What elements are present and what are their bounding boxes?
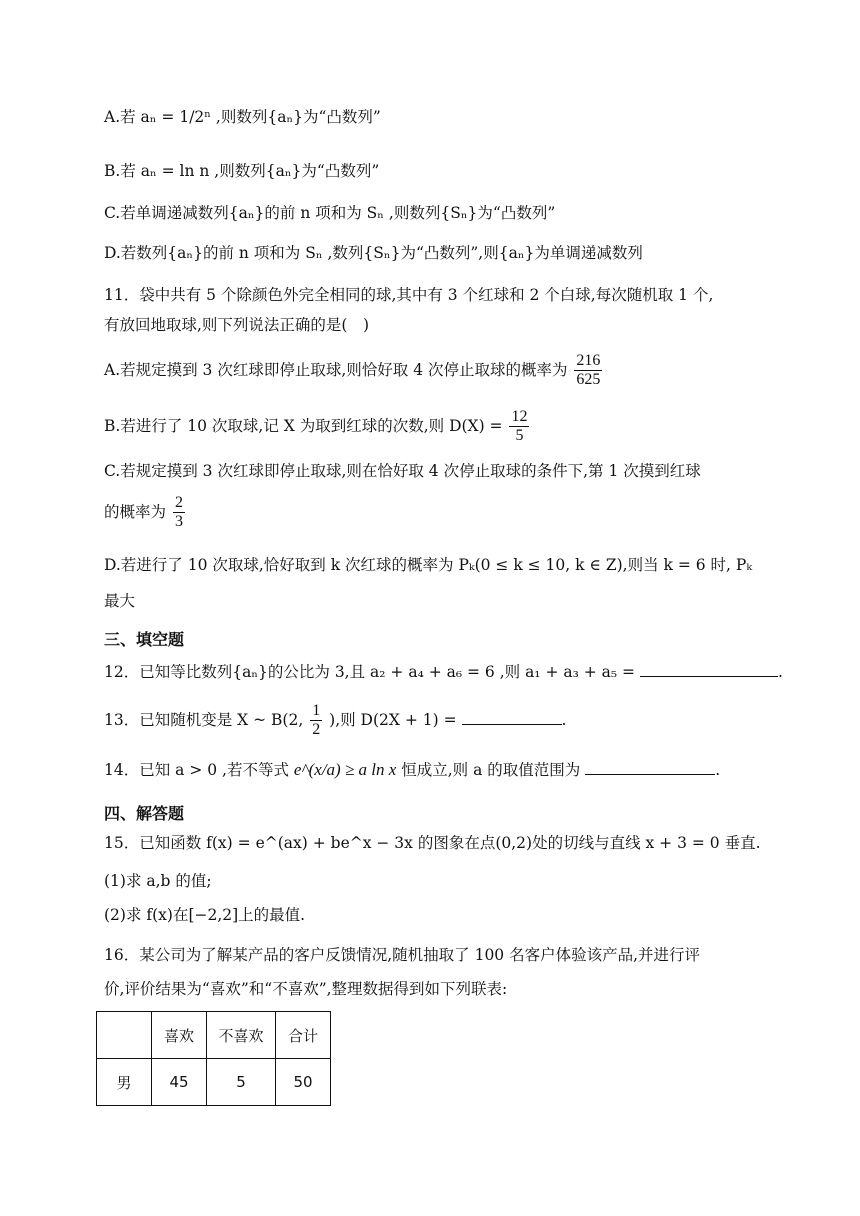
q11-option-b-text: B.若进行了 10 次取球,记 X 为取到红球的次数,则 D(X) = (104, 416, 503, 435)
q11-option-d-line2: 最大 (104, 592, 136, 610)
q11-option-c-line1: C.若规定摸到 3 次红球即停止取球,则在恰好取 4 次停止取球的条件下,第 1 次摸到红球 (104, 462, 701, 480)
answer-blank (640, 662, 778, 677)
q13-fraction (310, 702, 322, 740)
table-header-cell (97, 1012, 152, 1059)
table-row (97, 1059, 331, 1106)
fraction-denominator: 3 (174, 513, 183, 531)
q10-option-a-text: A.若 aₙ = 1/2ⁿ ,则数列{aₙ}为“凸数列” (104, 108, 381, 126)
fraction-numerator: 1 (310, 702, 322, 721)
q11-option-b-fraction (509, 408, 529, 446)
q12: 12．已知等比数列{aₙ}的公比为 3,且 a₂ + a₄ + a₆ = 6 ,则 a₁ + a₃ + a₅ = . (104, 663, 783, 681)
q14-pre: 14．已知 a > 0 ,若不等式 (104, 761, 289, 779)
fraction-denominator: 2 (312, 721, 321, 739)
table-header-cell: 喜欢 (152, 1012, 207, 1059)
table-cell: 5 (207, 1059, 276, 1106)
q11-option-b (104, 408, 531, 446)
q15-part1: (1)求 a,b 的值; (104, 872, 212, 890)
q10-option-b-text: B.若 aₙ = ln n ,则数列{aₙ}为“凸数列” (104, 162, 380, 180)
q11-option-d-line1: D.若进行了 10 次取球,恰好取到 k 次红球的概率为 Pₖ(0 ≤ k ≤ 10, k ∈ Z),则当 k = 6 时, Pₖ (104, 556, 752, 574)
table-header-cell: 合计 (276, 1012, 331, 1059)
q13-pre: 13．已知随机变是 X ~ B(2, (104, 710, 304, 729)
q11-option-a-fraction (574, 352, 602, 390)
q11-option-c-line2-text: 的概率为 (104, 502, 167, 521)
fraction-denominator: 625 (576, 371, 601, 389)
q12-text: 12．已知等比数列{aₙ}的公比为 3,且 a₂ + a₄ + a₆ = 6 ,则 a₁ + a₃ + a₅ = (104, 663, 636, 681)
q10-option-b (104, 162, 379, 181)
q11-option-a (104, 352, 604, 390)
q16-line2: 价,评价结果为“喜欢”和“不喜欢”,整理数据得到如下列联表: (104, 980, 508, 998)
table-header-cell: 不喜欢 (207, 1012, 276, 1059)
fraction-numerator: 216 (574, 352, 602, 371)
q15-stem: 15．已知函数 f(x) = e^(ax) + be^x − 3x 的图象在点(0,2)处的切线与直线 x + 3 = 0 垂直. (104, 834, 761, 852)
fraction-numerator: 2 (173, 494, 185, 513)
answer-blank (585, 760, 715, 775)
table-cell: 男 (97, 1059, 152, 1106)
q10-option-d-text: D.若数列{aₙ}的前 n 项和为 Sₙ ,数列{Sₙ}为“凸数列”,则{aₙ}为单调递减数列 (104, 244, 643, 262)
q14-inequality: e^(x/a) ≥ a ln x (293, 760, 397, 779)
q10-option-c-text: C.若单调递减数列{aₙ}的前 n 项和为 Sₙ ,则数列{Sₙ}为“凸数列” (104, 204, 556, 222)
q10-option-a (104, 108, 381, 127)
q10-option-c (104, 204, 555, 223)
q11-option-c-line2 (104, 494, 187, 532)
contingency-table (96, 1011, 331, 1106)
q13-post: ),则 D(2X + 1) = (329, 710, 457, 729)
q10-option-d (104, 244, 643, 263)
q11-option-c-fraction (173, 494, 185, 532)
q11-stem-line1: 11．袋中共有 5 个除颜色外完全相同的球,其中有 3 个红球和 2 个白球,每次随机取 1 个, (104, 286, 714, 304)
table-cell: 45 (152, 1059, 207, 1106)
table-cell: 50 (276, 1059, 331, 1106)
section-heading-solutions: 四、解答题 (104, 804, 185, 823)
q16-line1: 16．某公司为了解某产品的客户反馈情况,随机抽取了 100 名客户体验该产品,并进行评 (104, 946, 701, 964)
q11-option-a-text: A.若规定摸到 3 次红球即停止取球,则恰好取 4 次停止取球的概率为 (104, 360, 568, 379)
q15-part2: (2)求 f(x)在[−2,2]上的最值. (104, 906, 306, 924)
fraction-numerator: 12 (509, 408, 529, 427)
q13: 13．已知随机变是 X ~ B(2, $\frac{1}{2}$ ),则 D(2X + 1) = . (104, 702, 567, 739)
q11-stem-line2: 有放回地取球,则下列说法正确的是( ) (104, 316, 370, 334)
q14-post: 恒成立,则 a 的取值范围为 (401, 761, 581, 779)
section-heading-fill-in: 三、填空题 (104, 630, 185, 649)
answer-blank (462, 710, 562, 725)
q14: 14．已知 a > 0 ,若不等式 e^(x/a) ≥ a ln x 恒成立,则 a 的取值范围为 . (104, 760, 721, 779)
fraction-denominator: 5 (515, 427, 524, 445)
table-header-row (97, 1012, 331, 1059)
